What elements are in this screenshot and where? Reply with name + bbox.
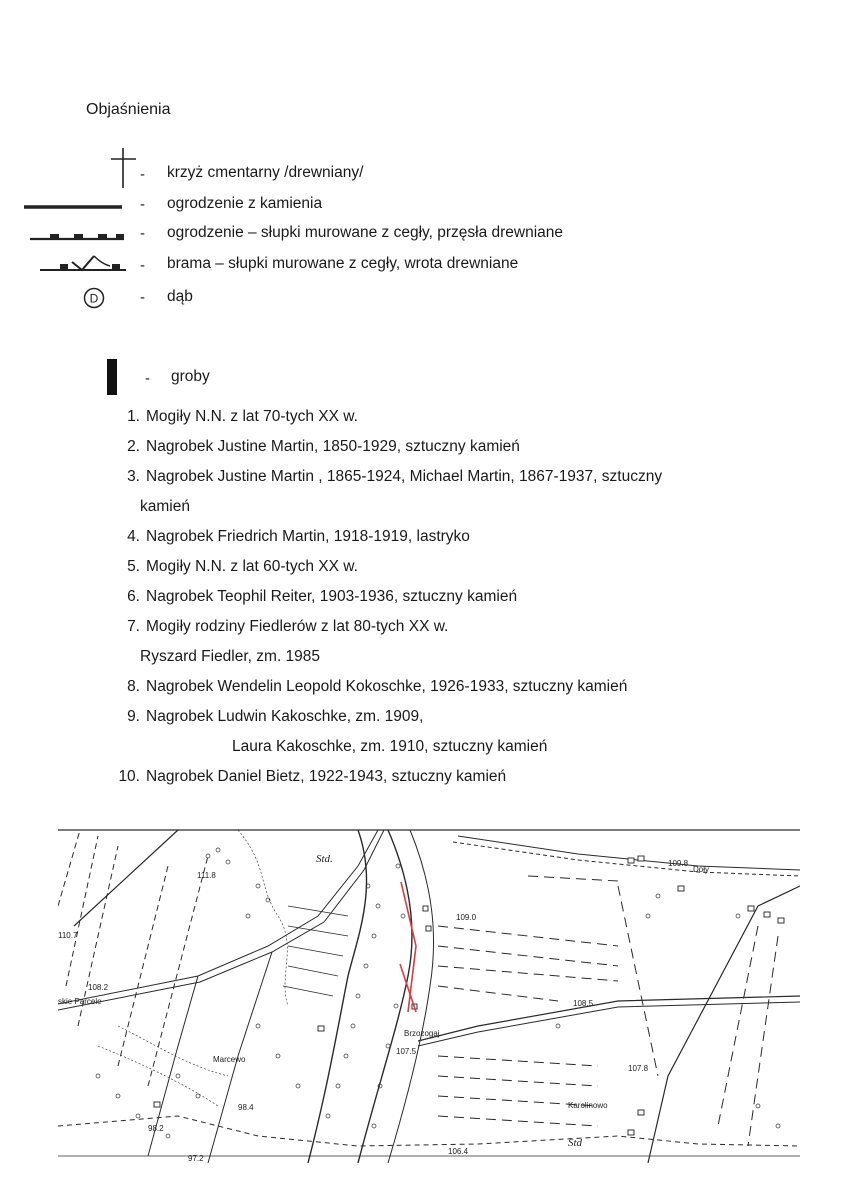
list-item: 5. Mogiły N.N. z lat 60-tych XX w.: [127, 558, 358, 575]
map-label-h1078: 107.8: [628, 1064, 649, 1073]
list-item: 10. Nagrobek Daniel Bietz, 1922-1943, sztuczny kamień: [118, 768, 507, 785]
map-label-h982: 98.2: [148, 1124, 164, 1133]
map-label-std-top: Std.: [316, 853, 333, 865]
legend-label-gate: brama – słupki murowane z cegły, wrota drewniane: [167, 255, 519, 272]
list-item: 7. Mogiły rodziny Fiedlerów z lat 80-tych XX w. Ryszard Fiedler, zm. 1985: [127, 618, 449, 665]
legend-label-cross: krzyż cmentarny /drewniany/: [167, 164, 364, 181]
map-label-h1085: 108.5: [573, 999, 594, 1008]
legend-dash: -: [140, 196, 145, 213]
legend-dash: -: [140, 257, 145, 274]
gate-icon: [40, 252, 128, 276]
legend-row-brick-fence: [0, 223, 848, 253]
map-label-h1064: 106.4: [448, 1147, 469, 1156]
map-label-h1075: 107.5: [396, 1047, 417, 1056]
legend-dash: -: [145, 370, 150, 387]
list-item: 8. Nagrobek Wendelin Leopold Kokoschke, 1926-1933, sztuczny kamień: [127, 678, 628, 695]
list-item: 9. Nagrobek Ludwin Kakoschke, zm. 1909, Laura Kakoschke, zm. 1910, sztuczny kamień: [127, 708, 548, 755]
oak-glyph: D: [89, 291, 99, 306]
map-label-brzozogaj: Brzozogaj: [404, 1029, 440, 1038]
map-label-std-bottom: Std: [568, 1137, 583, 1149]
list-item: 4. Nagrobek Friedrich Martin, 1918-1919, lastryko: [127, 528, 470, 545]
legend-label-brick-fence: ogrodzenie – słupki murowane z cegły, przęsła drewniane: [167, 224, 564, 241]
legend-row-oak: [0, 284, 848, 314]
legend-label-stone-fence: ogrodzenie z kamienia: [167, 195, 323, 212]
graves-list: [110, 402, 810, 792]
legend-title: Objaśnienia: [86, 101, 171, 118]
legend-row-gate: [0, 252, 848, 282]
map-label-karolinowo: Karolinowo: [568, 1101, 608, 1110]
map-label-h1107: 110.7: [58, 931, 78, 940]
legend-row-graves: [0, 356, 848, 386]
map-label-h1118: 111.8: [197, 871, 216, 880]
legend-row-stone-fence: [0, 194, 848, 224]
cemetery-marker: [400, 882, 416, 1012]
map-label-h1082: 108.2: [88, 983, 109, 992]
map-label-doly: Doły: [693, 865, 710, 874]
legend-label-graves: groby: [171, 368, 210, 385]
map-label-h972: 97.2: [188, 1154, 204, 1163]
stone-fence-icon: [24, 204, 124, 212]
grave-icon: [106, 359, 120, 399]
brick-post-fence-icon: [30, 231, 126, 243]
legend-dash: -: [140, 289, 145, 306]
map-label-h1098: 109.8: [668, 859, 689, 868]
oak-icon: [82, 286, 106, 310]
legend-row-cross: [0, 148, 848, 183]
map-label-parcele: skie Parcele: [58, 997, 102, 1006]
legend-dash: -: [140, 225, 145, 242]
legend-dash: -: [140, 166, 145, 183]
cross-icon: [108, 148, 138, 190]
map-label-h1090: 109.0: [456, 913, 477, 922]
list-item: 3. Nagrobek Justine Martin , 1865-1924, Michael Martin, 1867-1937, sztuczny kamień: [127, 468, 663, 515]
legend-label-oak: dąb: [167, 288, 193, 305]
list-item: 6. Nagrobek Teophil Reiter, 1903-1936, sztuczny kamień: [127, 588, 518, 605]
map-label-h984: 98.4: [238, 1103, 254, 1112]
topo-map-svg: [58, 826, 800, 1163]
list-item: 2. Nagrobek Justine Martin, 1850-1929, sztuczny kamień: [127, 438, 520, 455]
list-item: 1. Mogiły N.N. z lat 70-tych XX w.: [127, 408, 358, 425]
topo-map: [58, 826, 800, 1163]
map-label-marcewo: Marcewo: [213, 1055, 246, 1064]
